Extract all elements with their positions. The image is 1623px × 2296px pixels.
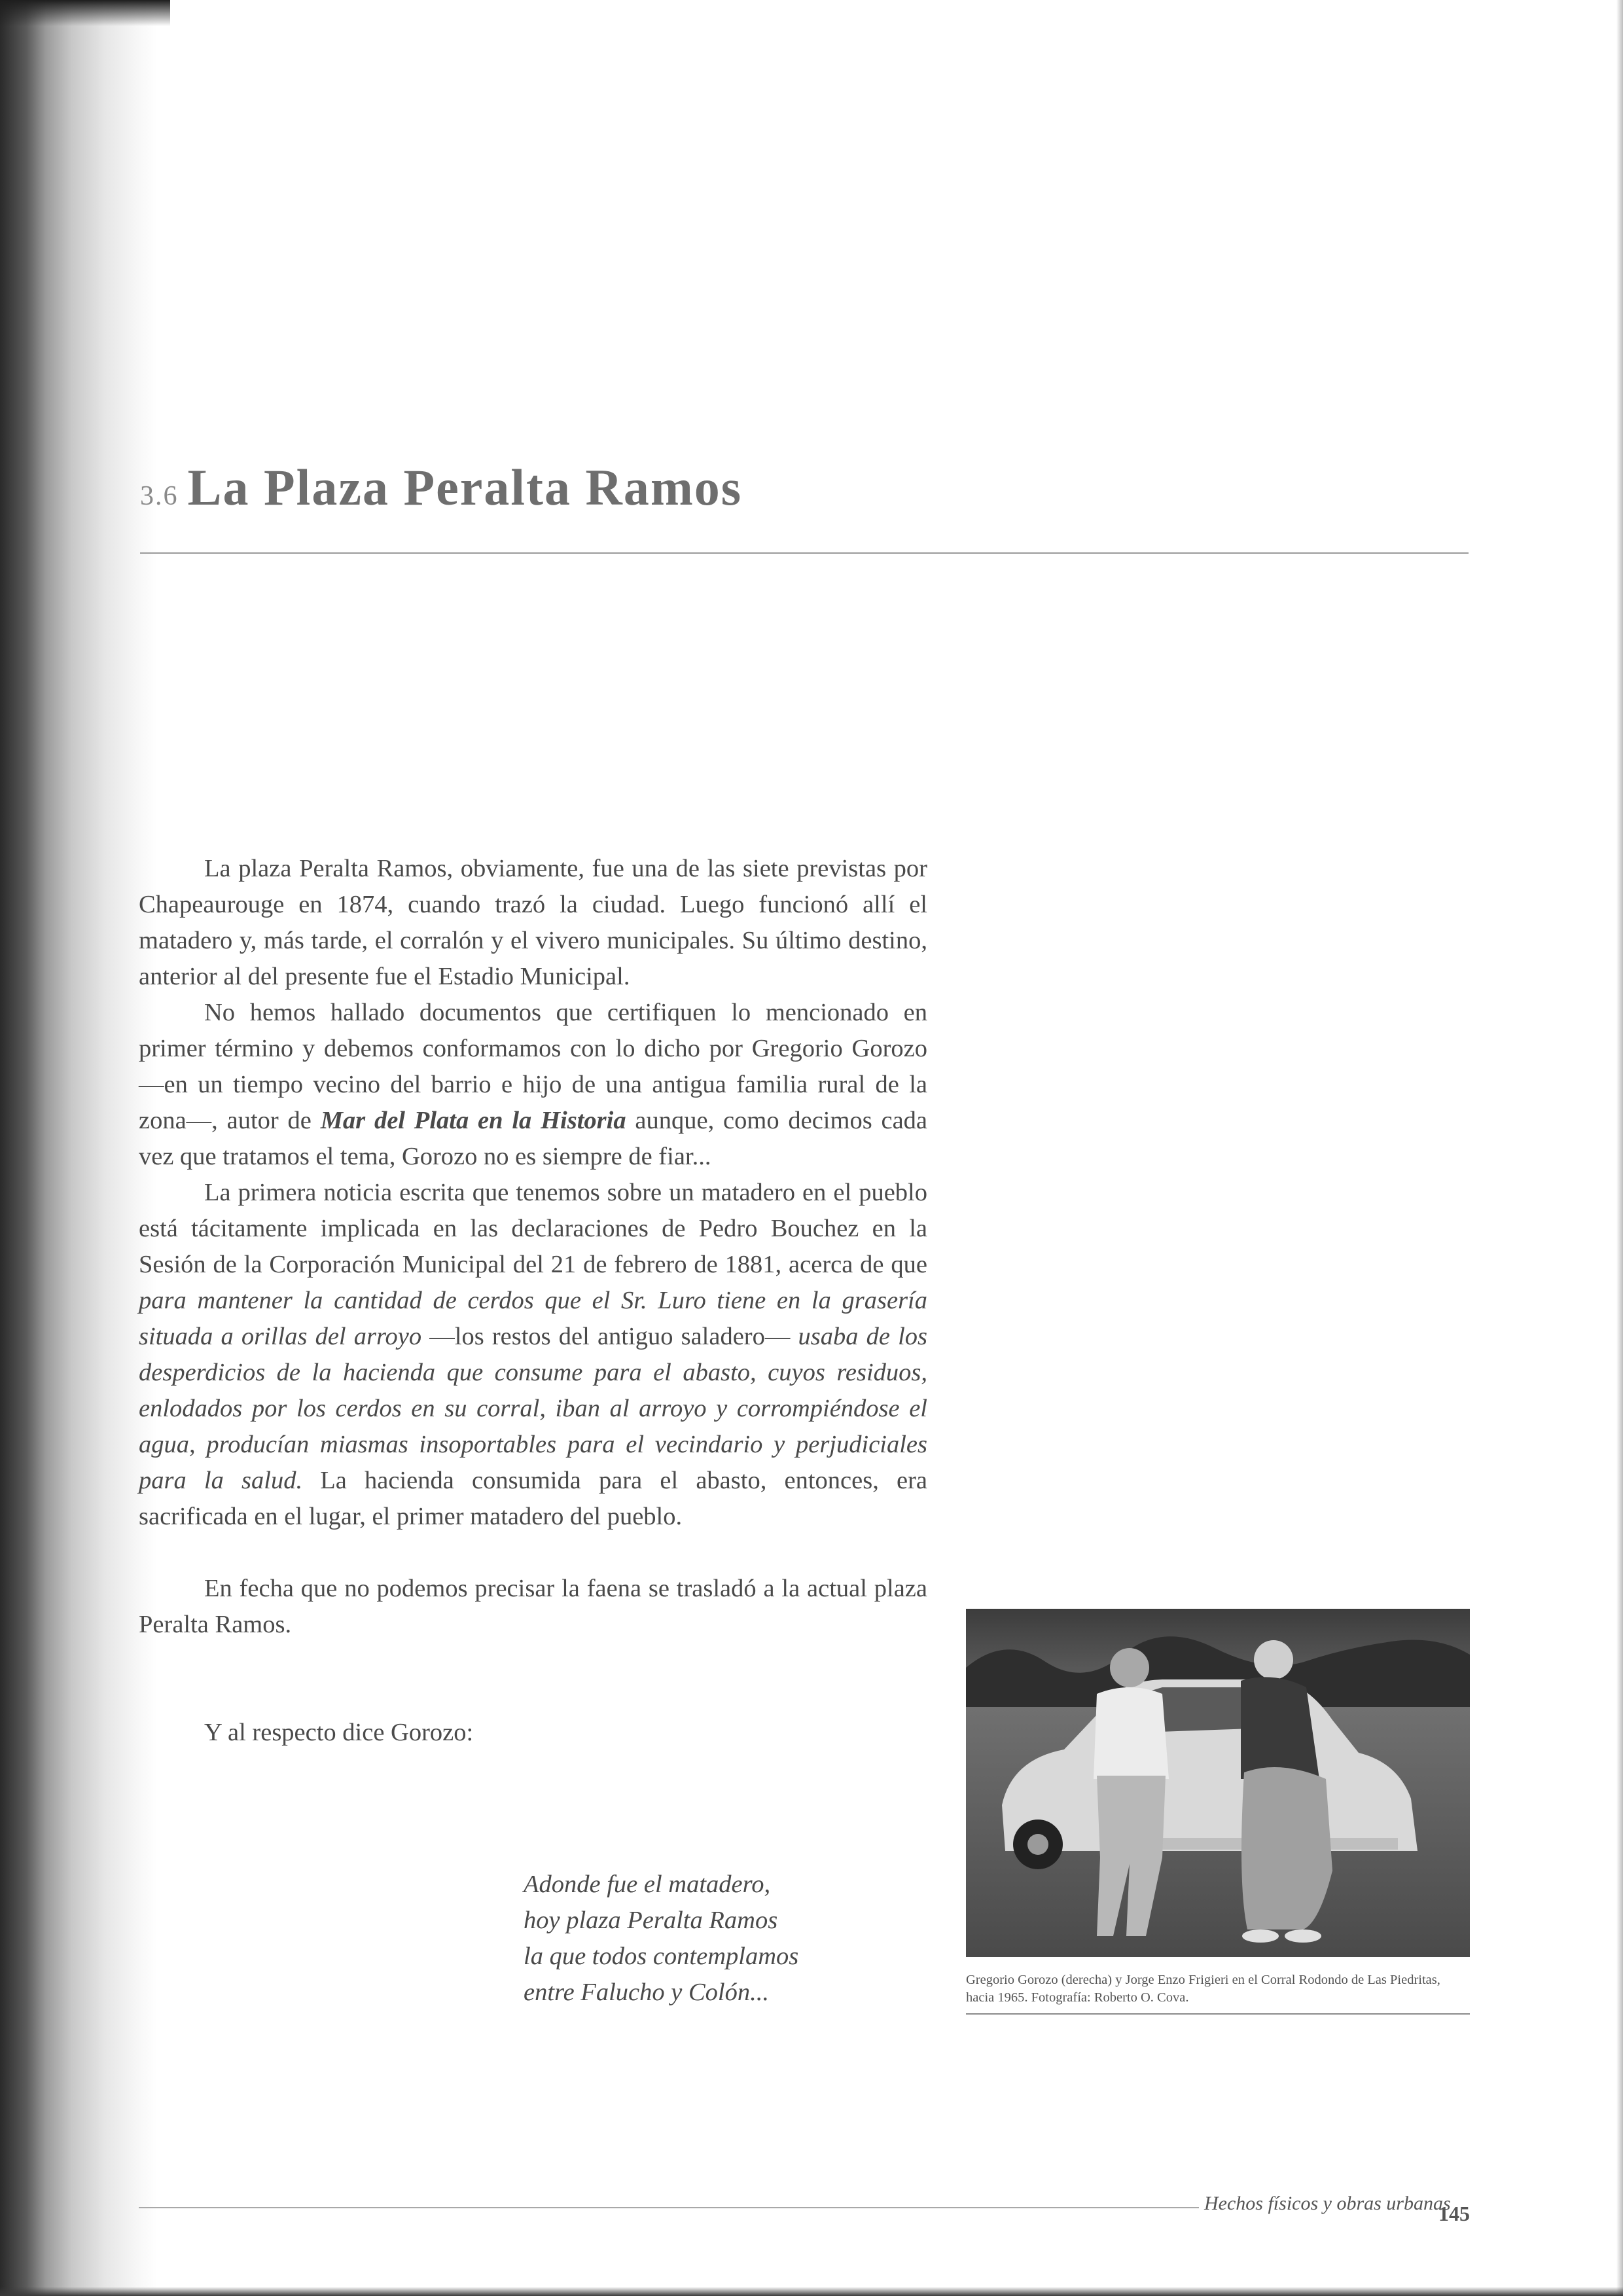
verse-line: Adonde fue el matadero, [524,1871,771,1898]
running-title: Hechos físicos y obras urbanas [1204,2193,1451,2214]
paragraph-3: La primera noticia escrita que tenemos sobre un matadero en el pueblo está tácitamente implicada en las declaraciones de Pedro Bouchez en la Sesión de la Corporación Municipal del 21 de febrero de 1881, acerca de que para mantener la cantidad de cerdos que el Sr. Luro tiene en la grasería situada a orillas del arroyo —los restos del antiguo saladero— usaba de los desperdicios de la hacienda que consume para el abasto, cuyos residuos, enlodados por los cerdos en su corral, iban al arroyo y corrompiéndose el agua, producían miasmas insoportables para el vecindario y perjudiciales para la salud. La hacienda consumida para el abasto, entonces, era sacrificada en el lugar, el primer matadero del pueblo. [139,1179,928,1530]
verse-line: entre Falucho y Colón... [524,1979,769,2006]
photo-illustration [966,1609,1470,1957]
photo-person-left-shirt [1094,1687,1169,1779]
photo-person-left-head [1110,1648,1149,1687]
scan-corner-shadow [0,0,170,26]
page-edge-bottom [0,2287,1623,2296]
photograph [966,1609,1470,1957]
section-heading [140,458,1469,517]
book-title: Mar del Plata en la Historia [320,1107,626,1134]
heading-rule [140,552,1469,554]
quote-italic-1: para mantener la cantidad de cerdos que el Sr. Luro tiene en la grasería situada a orillas del arroyo [139,1287,927,1350]
paragraph-5: Y al respecto dice Gorozo: [204,1719,474,1746]
paragraph-4: En fecha que no podemos precisar la faena se trasladó a la actual plaza Peralta Ramos. [139,1575,927,1638]
section-number: 3.6 [140,481,179,511]
photo-person-right-trousers [1241,1767,1332,1929]
page-number: 145 [1438,2202,1470,2225]
caption-rule [966,2013,1470,2015]
footer-rule [139,2207,1199,2208]
photo-caption: Gregorio Gorozo (derecha) y Jorge Enzo Frigieri en el Corral Rodondo de Las Piedritas, hacia 1965. Fotografía: Roberto O. Cova. [966,1973,1440,2005]
verse-line: hoy plaza Peralta Ramos [524,1907,778,1934]
page-edge-right [1616,0,1623,2296]
paragraph-1: La plaza Peralta Ramos, obviamente, fue una de las siete previstas por Chapeaurouge en 1874, cuando trazó la ciudad. Luego funcionó allí el matadero y, más tarde, el corralón y el vivero municipales. Su último destino, anterior al del presente fue el Estadio Municipal. [139,855,927,990]
verse-quote [524,1867,864,2011]
body-text [139,851,927,1751]
paragraph-2: No hemos hallado documentos que certifiquen lo mencionado en primer término y debemos conformamos con lo dicho por Gregorio Gorozo —en un tiempo vecino del barrio e hijo de una antigua familia rural de la zona—, autor de Mar del Plata en la Historia aunque, como decimos cada vez que tratamos el tema, Gorozo no es siempre de fiar... [139,999,928,1170]
verse-line: la que todos contemplamos [524,1943,799,1970]
quote-italic-2: usaba de los desperdicios de la hacienda que consume para el abasto, cuyos residuos, enlodados por los cerdos en su corral, iban al arroyo y corrompiéndose el agua, producían miasmas insoportables para el vecindario y perjudiciales para la salud. [139,1323,928,1494]
section-title: La Plaza Peralta Ramos [187,459,743,516]
photo-person-right-head [1254,1640,1293,1679]
book-gutter-shadow [0,0,157,2296]
